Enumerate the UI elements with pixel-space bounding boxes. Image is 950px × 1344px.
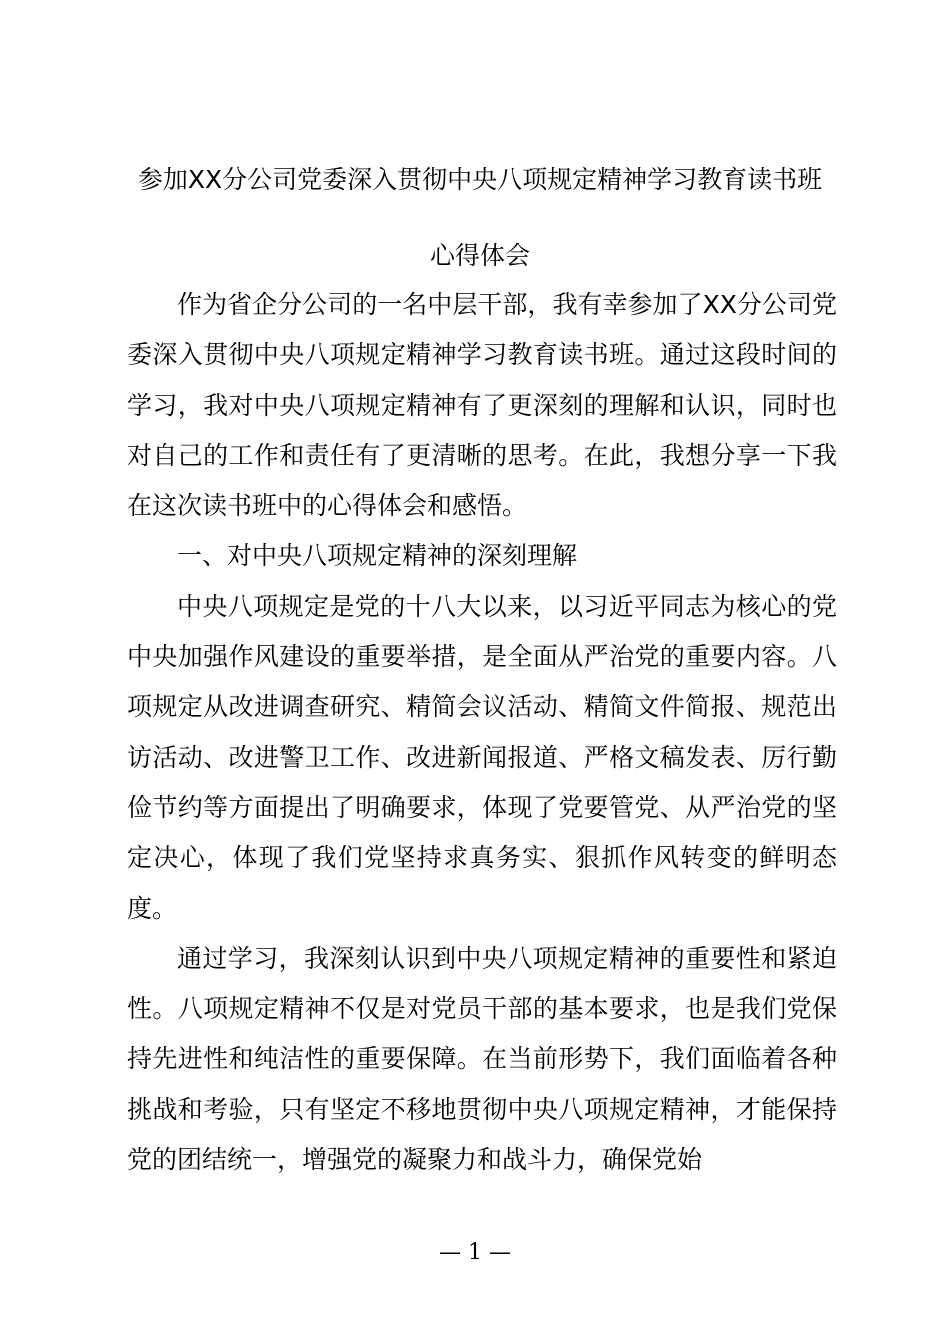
page-number: — 1 — [439, 1240, 511, 1265]
document-title-line-2: 心得体会 [429, 241, 530, 270]
paragraph-eight-rules: 中央八项规定是党的十八大以来，以习近平同志为核心的党中央加强作风建设的重要举措，是全面从严治党的重要内容。八项规定从改进调查研究、精简会议活动、精简文件简报、规范出访活动、改进警卫工作、改进新闻报道、严格文稿发表、厉行勤俭节约等方面提出了明确要求，体现了党要管党、从严治党的坚定决心，体现了我们党坚持求真务实、狠抓作风转变的鲜明态度。 [127, 591, 837, 923]
section-heading-1: 一、对中央八项规定精神的深刻理解 [177, 541, 578, 571]
document-body [127, 280, 837, 1185]
document-title-line-1: 参加XX分公司党委深入贯彻中央八项规定精神学习教育读书班 [137, 165, 823, 194]
paragraph-importance: 通过学习，我深刻认识到中央八项规定精神的重要性和紧迫性。八项规定精神不仅是对党员干部的基本要求，也是我们党保持先进性和纯洁性的重要保障。在当前形势下，我们面临着各种挑战和考验，只有坚定不移地贯彻中央八项规定精神，才能保持党的团结统一，增强党的凝聚力和战斗力，确保党始 [127, 943, 837, 1175]
paragraph-intro: 作为省企分公司的一名中层干部，我有幸参加了XX分公司党委深入贯彻中央八项规定精神学习教育读书班。通过这段时间的学习，我对中央八项规定精神有了更深刻的理解和认识，同时也对自己的工作和责任有了更清晰的思考。在此，我想分享一下我在这次读书班中的心得体会和感悟。 [127, 290, 837, 521]
